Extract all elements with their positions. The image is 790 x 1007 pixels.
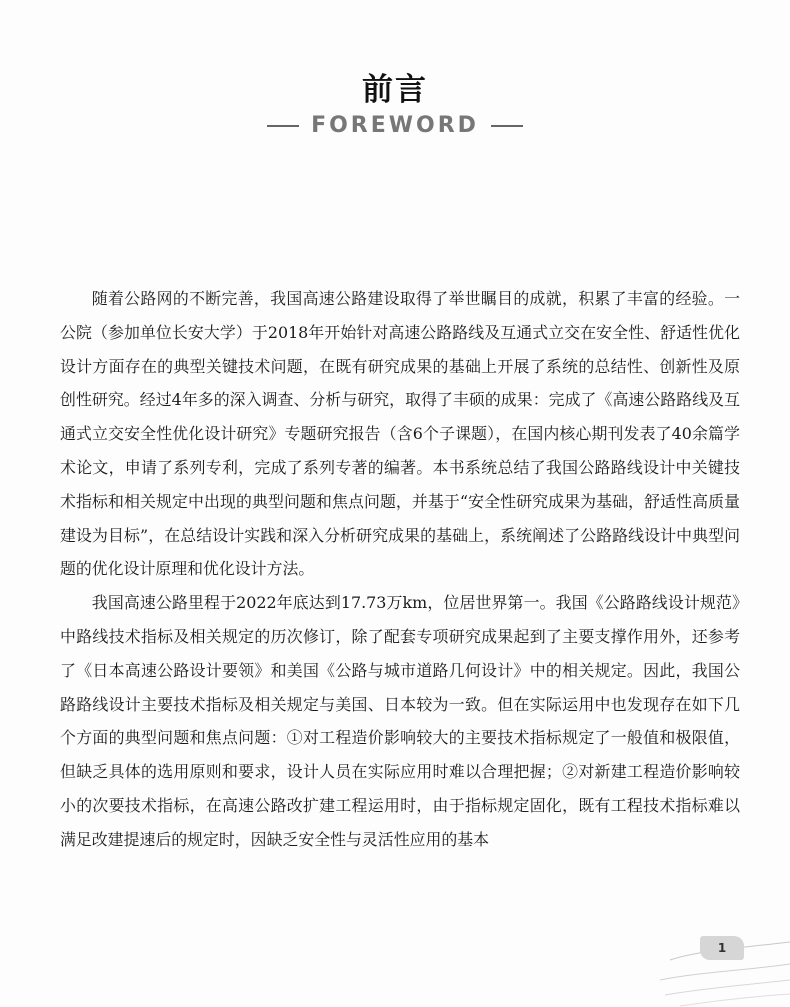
paragraph-2: 我国高速公路里程于2022年底达到17.73万km，位居世界第一。我国《公路路线设计规范》中路线技术指标及相关规定的历次修订，除了配套专项研究成果起到了主要支撑作用外，还参考了《日本高速公路设计要领》和美国《公路与城市道路几何设计》中的相关规定。因此，我国公路路线设计主要技术指标及相关规定与美国、日本较为一致。但在实际运用中也发现存在如下几个方面的典型问题和焦点问题：①对工程造价影响较大的主要技术指标规定了一般值和极限值，但缺乏具体的选用原则和要求，设计人员在实际应用时难以合理把握；②对新建工程造价影响较小的次要技术指标，在高速公路改扩建工程运用时，由于指标规定固化，既有工程技术指标难以满足改建提速后的规定时，因缺乏安全性与灵活性应用的基本 xyxy=(60,593,740,849)
subtitle: FOREWORD xyxy=(311,113,479,138)
paragraph-1: 随着公路网的不断完善，我国高速公路建设取得了举世瞩目的成就，积累了丰富的经验。一公院（参加单位长安大学）于2018年开始针对高速公路路线及互通式立交在安全性、舒适性优化设计方面存在的典型关键技术问题，在既有研究成果的基础上开展了系统的总结性、创新性及原创性研究。经过4年多的深入调查、分析与研究，取得了丰硕的成果：完成了《高速公路路线及互通式立交安全性优化设计研究》专题研究报告（含6个子课题），在国内核心期刊发表了40余篇学术论文，申请了系列专利，完成了系列专著的编著。本书系统总结了我国公路路线设计中关键技术指标和相关规定中出现的典型问题和焦点问题，并基于“安全性研究成果为基础，舒适性高质量建设为目标”，在总结设计实践和深入分析研究成果的基础上，系统阐述了公路路线设计中典型问题的优化设计原理和优化设计方法。 xyxy=(60,289,740,579)
subtitle-row xyxy=(0,113,790,138)
page-number: 1 xyxy=(700,936,744,960)
body-text xyxy=(60,282,740,857)
left-rule xyxy=(267,125,299,127)
right-rule xyxy=(491,125,523,127)
corner-wave-decoration xyxy=(660,920,790,1007)
page-title: 前言 xyxy=(362,72,428,108)
